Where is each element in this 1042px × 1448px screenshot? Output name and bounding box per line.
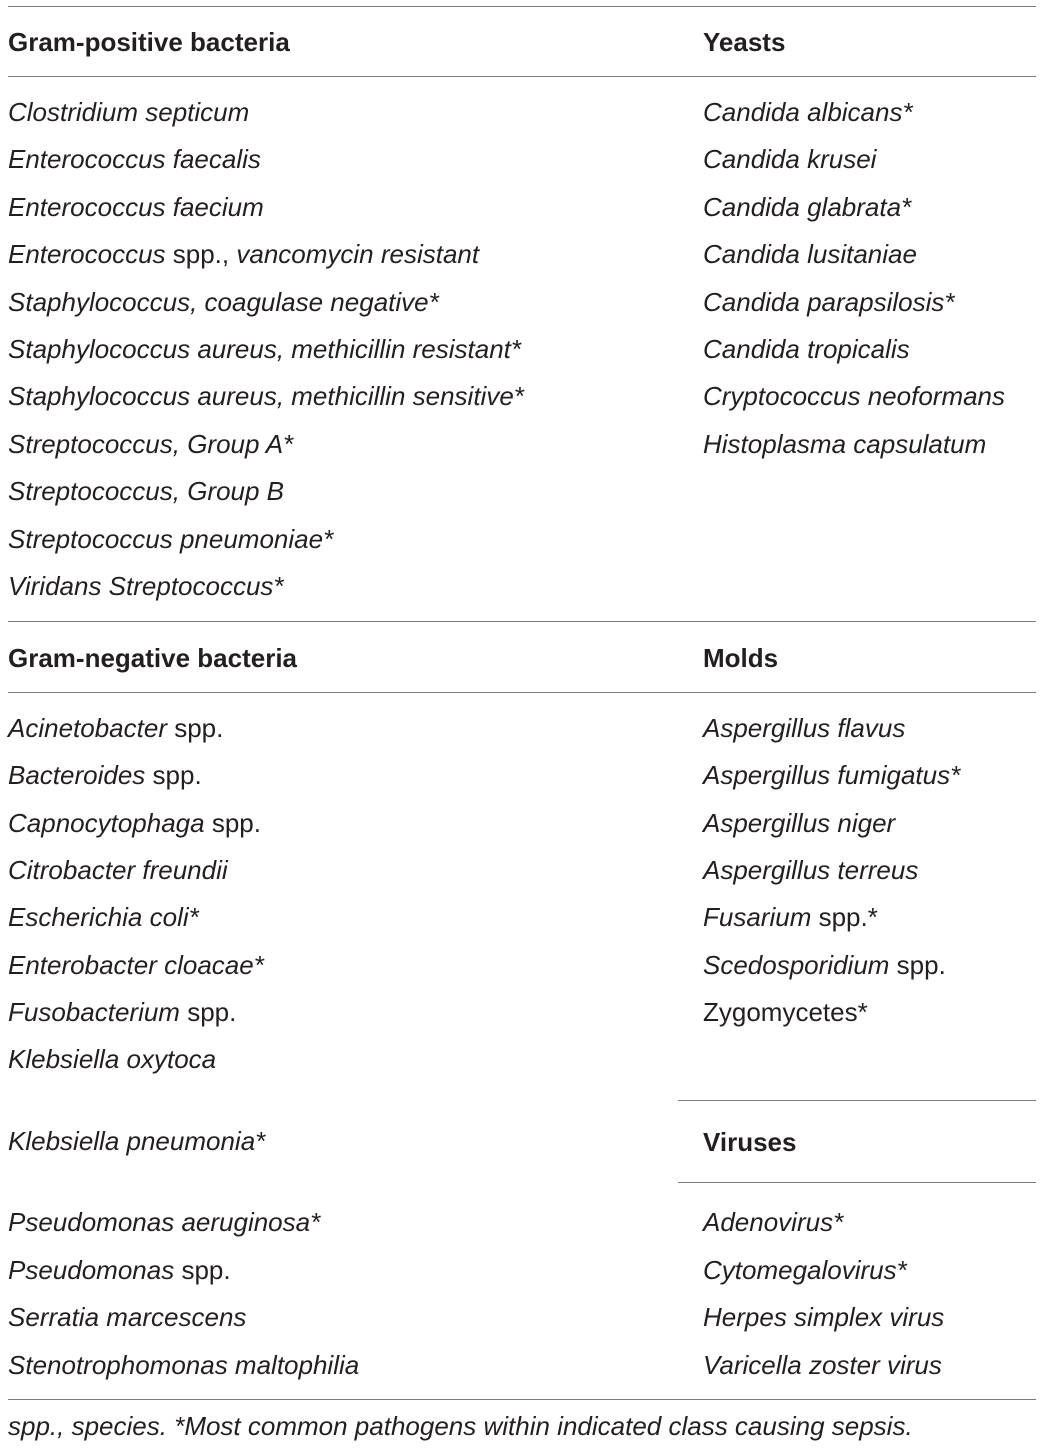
- mold-item: Aspergillus fumigatus*: [703, 760, 961, 791]
- gram-positive-item: Staphylococcus aureus, methicillin sensitive*: [8, 381, 524, 412]
- yeast-item: Histoplasma capsulatum: [703, 428, 987, 459]
- mold-item: Zygomycetes*: [703, 996, 868, 1027]
- header-viruses: Viruses: [703, 1127, 797, 1157]
- header-gram-negative: Gram-negative bacteria: [8, 643, 298, 673]
- footnote: spp., species. *Most common pathogens within indicated class causing sepsis.: [8, 1411, 913, 1441]
- viruses-top-rule: [678, 1100, 1036, 1101]
- mold-item: Aspergillus terreus: [703, 854, 919, 885]
- virus-item: Varicella zoster virus: [703, 1349, 942, 1380]
- gram-positive-item: Enterococcus faecalis: [8, 144, 261, 175]
- yeast-item: Candida parapsilosis*: [703, 286, 955, 317]
- gram-negative-item: Citrobacter freundii: [8, 854, 228, 885]
- gram-positive-item: Streptococcus, Group B: [8, 476, 285, 507]
- gram-negative-item: Acinetobacter spp.: [8, 713, 224, 743]
- virus-item: Adenovirus*: [703, 1207, 844, 1237]
- gram-negative-item: Serratia marcescens: [8, 1302, 247, 1332]
- virus-item: Cytomegalovirus*: [703, 1254, 907, 1285]
- gram-negative-item: Enterobacter cloacae*: [8, 949, 264, 980]
- gram-negative-item: Pseudomonas spp.: [8, 1254, 231, 1285]
- header-molds: Molds: [703, 643, 779, 673]
- gram-negative-item: Bacteroides spp.: [8, 760, 202, 791]
- virus-item: Herpes simplex virus: [703, 1302, 945, 1332]
- header-rule-1: [8, 76, 1036, 77]
- gram-positive-item: Staphylococcus aureus, methicillin resistant*: [8, 334, 522, 364]
- gram-negative-item: Escherichia coli*: [8, 902, 199, 933]
- gram-positive-item: Streptococcus, Group A*: [8, 428, 294, 459]
- yeast-item: Candida tropicalis: [703, 334, 910, 364]
- viruses-header-rule: [678, 1182, 1036, 1183]
- yeast-item: Cryptococcus neoformans: [703, 381, 1006, 412]
- gram-positive-item: Clostridium septicum: [8, 97, 250, 127]
- gram-positive-item: Staphylococcus, coagulase negative*: [8, 286, 439, 317]
- gram-negative-item: Stenotrophomonas maltophilia: [8, 1349, 360, 1380]
- mold-item: Fusarium spp.*: [703, 902, 878, 933]
- gram-positive-item: Viridans Streptococcus*: [8, 571, 284, 601]
- gram-positive-item: Enterococcus faecium: [8, 191, 264, 222]
- gram-negative-item: Fusobacterium spp.: [8, 996, 237, 1027]
- table-bottom-rule: [8, 1399, 1036, 1400]
- header-gram-positive: Gram-positive bacteria: [8, 27, 290, 57]
- mold-item: Aspergillus flavus: [703, 713, 906, 743]
- section-divider: [8, 621, 1036, 622]
- yeast-item: Candida albicans*: [703, 97, 913, 127]
- gram-negative-item: Klebsiella oxytoca: [8, 1044, 217, 1075]
- mold-item: Scedosporidium spp.: [703, 949, 946, 980]
- gram-negative-item: Klebsiella pneumonia*: [8, 1126, 266, 1156]
- yeast-item: Candida lusitaniae: [703, 239, 917, 270]
- yeast-item: Candida glabrata*: [703, 191, 912, 222]
- header-rule-2: [8, 692, 1036, 693]
- yeast-item: Candida krusei: [703, 144, 877, 175]
- mold-item: Aspergillus niger: [703, 807, 896, 838]
- gram-positive-item: Enterococcus spp., vancomycin resistant: [8, 239, 480, 270]
- gram-negative-item: Pseudomonas aeruginosa*: [8, 1207, 321, 1237]
- table-top-rule: [8, 6, 1036, 7]
- header-yeasts: Yeasts: [703, 27, 786, 57]
- gram-positive-item: Streptococcus pneumoniae*: [8, 523, 334, 554]
- gram-negative-item: Capnocytophaga spp.: [8, 807, 261, 838]
